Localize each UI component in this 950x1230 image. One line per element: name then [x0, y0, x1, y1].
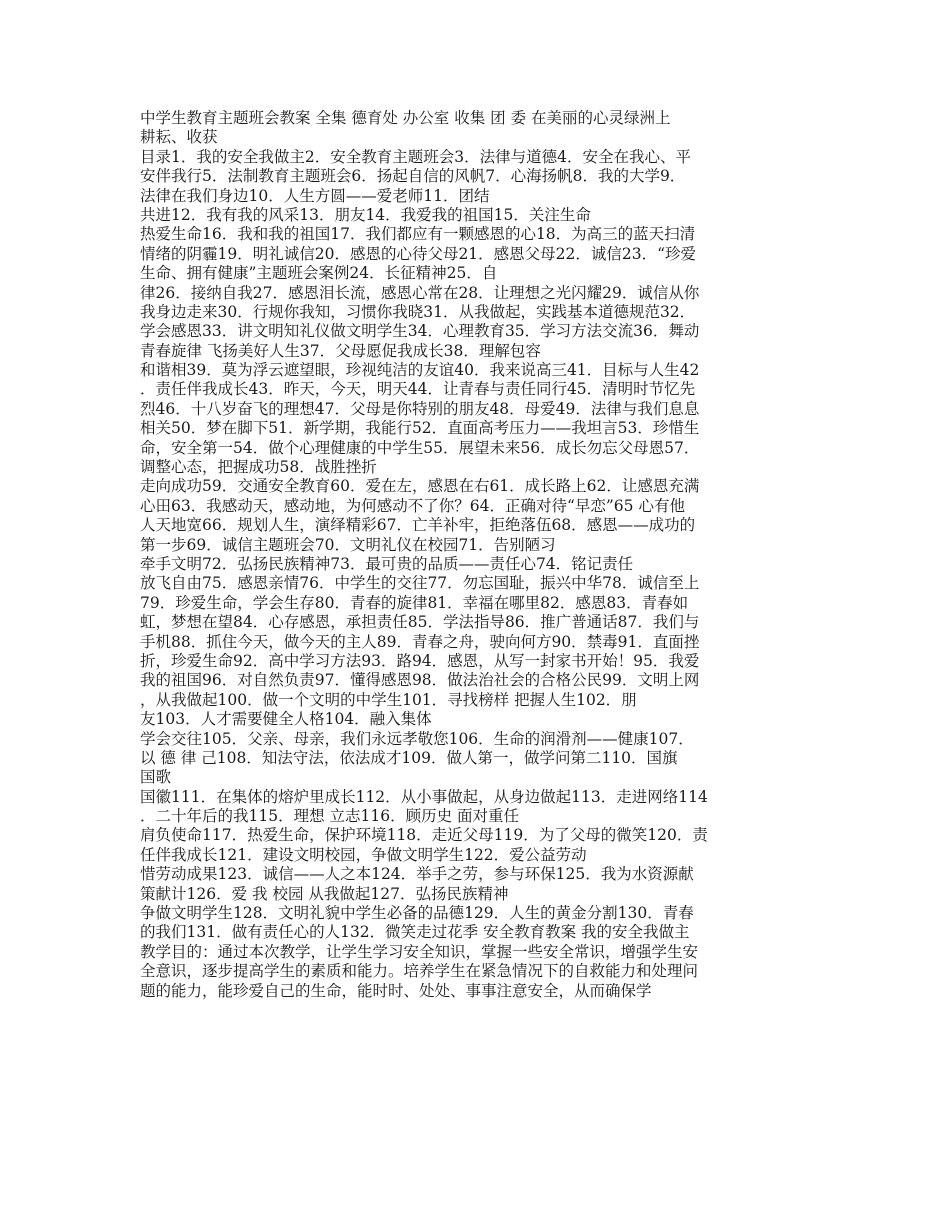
text-line: 虹，梦想在望84．心存感恩，承担责任85．学法指导86．推广普通话87．我们与 — [140, 613, 700, 632]
text-line: 友103．人才需要健全人格104．融入集体 — [140, 710, 432, 729]
text-line: 心田63．我感动天，感动地，为何感动不了你？64．正确对待“早恋”65 心有他 — [140, 496, 685, 515]
text-line: 生命、拥有健康”主题班会案例24．长征精神25．自 — [140, 264, 498, 283]
text-line: 青春旋律 飞扬美好人生37．父母愿促我成长38．理解包容 — [140, 341, 541, 360]
text-line: 中学生教育主题班会教案 全集 德育处 办公室 收集 团 委 在美丽的心灵绿洲上 — [140, 109, 671, 127]
document-body — [140, 109, 812, 1001]
text-line: ，从我做起100．做一个文明的中学生101．寻找榜样 把握人生102．朋 — [140, 690, 637, 709]
text-line: 我身边走来30．行规你我知，习惯你我晓31．从我做起，实践基本道德规范32． — [140, 302, 696, 321]
text-line: 以 德 律 己108．知法守法，依法成才109．做人第一，做学问第二110．国旗 — [140, 748, 678, 767]
text-line: 走向成功59．交通安全教育60．爱在左，感恩在右61．成长路上62．让感恩充满 — [140, 477, 700, 496]
text-line: 79．珍爱生命，学会生存80．青春的旋律81．幸福在哪里82．感恩83．青春如 — [140, 593, 689, 612]
text-line: 热爱生命16．我和我的祖国17．我们都应有一颗感恩的心18．为高三的蓝天扫清 — [140, 225, 696, 244]
text-line: 烈46．十八岁奋飞的理想47．父母是你特别的朋友48．母爱49．法律与我们息息 — [140, 399, 700, 418]
text-line: 命，安全第一54．做个心理健康的中学生55．展望未来56．成长勿忘父母恩57． — [140, 438, 700, 457]
text-line: 手机88．抓住今天，做今天的主人89．青春之舟，驶向何方90．禁毒91．直面挫 — [140, 632, 700, 651]
text-line: 和谐相39．莫为浮云遮望眼，珍视纯洁的友谊40．我来说高三41．目标与人生42 — [140, 361, 700, 380]
text-line: 人天地宽66．规划人生，演绎精彩67．亡羊补牢，拒绝落伍68．感恩——成功的 — [140, 516, 696, 535]
text-line: 学会交往105．父亲、母亲，我们永远孝敬您106．生命的润滑剂——健康107． — [140, 729, 694, 748]
text-line: 肩负使命117．热爱生命，保护环境118．走近父母119．为了父母的微笑120．责 — [140, 826, 708, 845]
text-line: 目录1．我的安全我做主2．安全教育主题班会3．法律与道德4．安全在我心、平 — [140, 147, 691, 166]
text-line: ．责任伴我成长43．昨天，今天，明天44．让青春与责任同行45．清明时节忆先 — [140, 380, 696, 399]
text-line: 的我们131．做有责任心的人132．微笑走过花季 安全教育教案 我的安全我做主 — [140, 923, 690, 942]
text-line: 学会感恩33．讲文明知礼仪做文明学生34．心理教育35．学习方法交流36．舞动 — [140, 322, 700, 341]
text-line: 策献计126．爱 我 校园 从我做起127．弘扬民族精神 — [140, 884, 509, 903]
text-line: 第一步69．诚信主题班会70．文明礼仪在校园71．告别陋习 — [140, 535, 556, 554]
text-line: 耕耘、收获 — [140, 128, 218, 147]
text-line: 折，珍爱生命92．高中学习方法93．路94．感恩，从写一封家书开始！95．我爱 — [140, 651, 700, 670]
text-line: 争做文明学生128．文明礼貌中学生必备的品德129．人生的黄金分割130．青春 — [140, 904, 694, 923]
text-line: 题的能力，能珍爱自己的生命，能时时、处处、事事注意安全，从而确保学 — [140, 981, 652, 1000]
text-line: 我的祖国96．对自然负责97．懂得感恩98．做法治社会的合格公民99．文明上网 — [140, 671, 700, 690]
text-line: 情绪的阴霾19．明礼诚信20．感恩的心待父母21．感恩父母22．诚信23．“珍爱 — [140, 244, 697, 263]
text-line: 国徽111．在集体的熔炉里成长112．从小事做起，从身边做起113．走进网络114 — [140, 787, 708, 806]
text-line: 法律在我们身边10．人生方圆——爱老师11．团结 — [140, 186, 490, 205]
text-line: 律26．接纳自我27．感恩泪长流，感恩心常在28．让理想之光闪耀29．诚信从你 — [140, 283, 700, 302]
text-line: 共进12．我有我的风采13．朋友14．我爱我的祖国15．关注生命 — [140, 205, 591, 224]
text-line: 牵手文明72．弘扬民族精神73．最可贵的品质——责任心74．铭记责任 — [140, 554, 634, 573]
text-line: 放飞自由75．感恩亲情76．中学生的交往77．勿忘国耻，振兴中华78．诚信至上 — [140, 574, 700, 593]
text-line: 惜劳动成果123．诚信——人之本124．举手之劳，参与环保125．我为水资源献 — [140, 865, 694, 884]
text-line: 安伴我行5．法制教育主题班会6．扬起自信的风帆7．心海扬帆8．我的大学9． — [140, 167, 686, 186]
text-line: 教学目的：通过本次教学，让学生学习安全知识，掌握一些安全常识，增强学生安 — [140, 942, 699, 961]
text-line: 全意识，逐步提高学生的素质和能力。培养学生在紧急情况下的自救能力和处理问 — [140, 962, 699, 981]
text-line: 调整心态，把握成功58．战胜挫折 — [140, 458, 377, 477]
text-line: ．二十年后的我115．理想 立志116．顾历史 面对重任 — [140, 807, 520, 826]
text-line: 国歌 — [140, 768, 172, 787]
text-line: 相关50．梦在脚下51．新学期，我能行52．直面高考压力——我坦言53．珍惜生 — [140, 419, 700, 438]
text-line: 任伴我成长121．建设文明校园，争做文明学生122．爱公益劳动 — [140, 845, 587, 864]
